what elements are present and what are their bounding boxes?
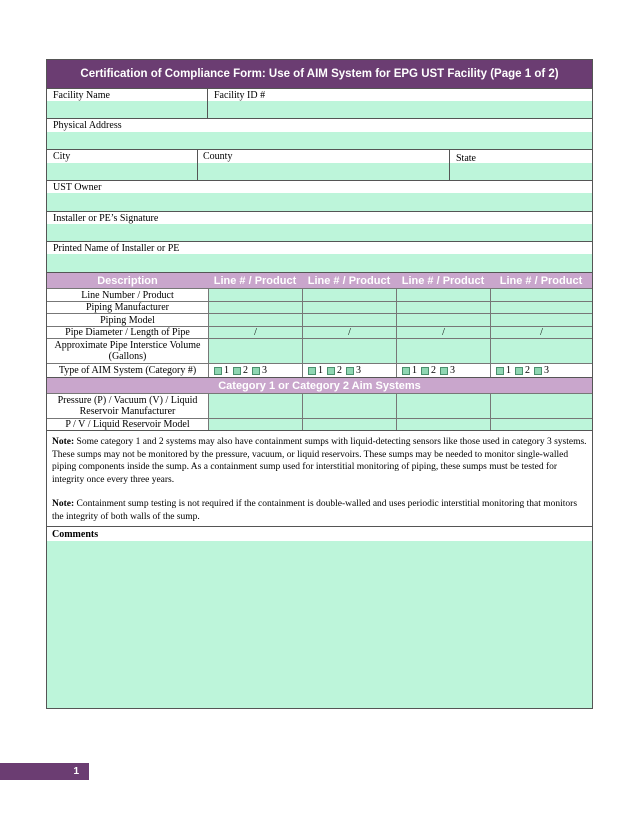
slash-separator: / bbox=[442, 327, 445, 338]
compliance-form bbox=[46, 59, 593, 709]
table-cell[interactable] bbox=[490, 302, 592, 313]
category-options bbox=[303, 364, 361, 377]
table-row bbox=[47, 313, 592, 326]
physical-address-label: Physical Address bbox=[53, 120, 122, 131]
table-cell[interactable] bbox=[302, 302, 396, 313]
location-row bbox=[47, 149, 592, 180]
table-row bbox=[47, 338, 592, 363]
checkbox-icon[interactable] bbox=[214, 367, 222, 375]
state-field[interactable] bbox=[450, 150, 592, 180]
county-label: County bbox=[203, 151, 233, 162]
checkbox-icon[interactable] bbox=[402, 367, 410, 375]
checkbox-icon[interactable] bbox=[534, 367, 542, 375]
table-header-row bbox=[47, 272, 592, 288]
table-row bbox=[47, 326, 592, 338]
row-label: Type of AIM System (Category #) bbox=[58, 365, 197, 376]
category-2-option[interactable]: 2 bbox=[233, 365, 248, 376]
slash-separator: / bbox=[540, 327, 543, 338]
facility-id-label: Facility ID # bbox=[214, 90, 266, 101]
category-3-option[interactable]: 3 bbox=[346, 365, 361, 376]
checkbox-icon[interactable] bbox=[346, 367, 354, 375]
category-options bbox=[491, 364, 549, 377]
table-cell[interactable] bbox=[490, 419, 592, 430]
signature-row bbox=[47, 211, 592, 241]
row-label: Line Number / Product bbox=[81, 289, 174, 301]
table-cell[interactable] bbox=[396, 302, 490, 313]
table-cell[interactable] bbox=[396, 339, 490, 363]
city-label: City bbox=[53, 151, 71, 162]
line-product-header-4: Line # / Product bbox=[499, 274, 583, 287]
category-cell bbox=[302, 364, 396, 377]
category-cell bbox=[490, 364, 592, 377]
printed-name-field[interactable] bbox=[47, 242, 592, 272]
category-1-option[interactable]: 1 bbox=[308, 365, 323, 376]
row-label: Pipe Diameter / Length of Pipe bbox=[65, 327, 190, 338]
category-section-header: Category 1 or Category 2 Aim Systems bbox=[218, 379, 421, 392]
table-cell[interactable] bbox=[490, 314, 592, 326]
table-cell[interactable] bbox=[208, 419, 302, 430]
checkbox-icon[interactable] bbox=[515, 367, 523, 375]
row-label: P / V / Liquid Reservoir Model bbox=[65, 419, 190, 430]
row-label: Approximate Pipe Interstice Volume (Gallons) bbox=[54, 340, 201, 362]
table-cell[interactable] bbox=[208, 327, 302, 338]
notes-block bbox=[52, 436, 590, 523]
section-header-row bbox=[47, 377, 592, 393]
row-label: Pressure (P) / Vacuum (V) / Liquid Reservoir Manufacturer bbox=[57, 395, 198, 417]
category-1-option[interactable]: 1 bbox=[402, 365, 417, 376]
category-options bbox=[397, 364, 455, 377]
facility-row bbox=[47, 88, 592, 118]
line-product-header-2: Line # / Product bbox=[307, 274, 391, 287]
table-cell[interactable] bbox=[396, 289, 490, 301]
table-cell[interactable] bbox=[490, 339, 592, 363]
comments-divider bbox=[47, 526, 592, 527]
table-cell[interactable] bbox=[396, 327, 490, 338]
comments-label: Comments bbox=[52, 529, 99, 540]
category-cell bbox=[208, 364, 302, 377]
checkbox-icon[interactable] bbox=[440, 367, 448, 375]
ust-owner-label: UST Owner bbox=[53, 182, 102, 193]
description-header: Description bbox=[97, 274, 158, 287]
facility-name-label: Facility Name bbox=[53, 90, 110, 101]
table-cell[interactable] bbox=[302, 394, 396, 418]
table-row bbox=[47, 393, 592, 418]
address-row bbox=[47, 118, 592, 149]
page-number: 1 bbox=[0, 763, 89, 780]
table-cell[interactable] bbox=[208, 289, 302, 301]
category-2-option[interactable]: 2 bbox=[515, 365, 530, 376]
table-cell[interactable] bbox=[396, 314, 490, 326]
table-cell[interactable] bbox=[208, 314, 302, 326]
table-cell[interactable] bbox=[490, 394, 592, 418]
owner-row bbox=[47, 180, 592, 211]
slash-separator: / bbox=[254, 327, 257, 338]
table-cell[interactable] bbox=[490, 327, 592, 338]
table-cell[interactable] bbox=[302, 327, 396, 338]
category-cell bbox=[396, 364, 490, 377]
table-cell[interactable] bbox=[302, 419, 396, 430]
checkbox-icon[interactable] bbox=[252, 367, 260, 375]
state-label: State bbox=[456, 153, 476, 164]
table-row bbox=[47, 288, 592, 301]
category-2-option[interactable]: 2 bbox=[421, 365, 436, 376]
slash-separator: / bbox=[348, 327, 351, 338]
facility-name-field[interactable] bbox=[47, 89, 207, 118]
signature-label: Installer or PE’s Signature bbox=[53, 213, 159, 224]
facility-id-field[interactable] bbox=[208, 89, 592, 118]
signature-field[interactable] bbox=[47, 212, 592, 241]
row-label: Piping Manufacturer bbox=[85, 302, 170, 313]
printed-name-row bbox=[47, 241, 592, 272]
category-3-option[interactable]: 3 bbox=[440, 365, 455, 376]
table-cell[interactable] bbox=[396, 394, 490, 418]
table-row bbox=[47, 418, 592, 431]
ust-owner-field[interactable] bbox=[47, 181, 592, 211]
category-1-option[interactable]: 1 bbox=[496, 365, 511, 376]
form-title: Certification of Compliance Form: Use of AIM System for EPG UST Facility (Page 1 of 2) bbox=[47, 60, 592, 88]
table-cell[interactable] bbox=[490, 289, 592, 301]
category-2-option[interactable]: 2 bbox=[327, 365, 342, 376]
checkbox-icon[interactable] bbox=[308, 367, 316, 375]
table-cell[interactable] bbox=[302, 314, 396, 326]
line-product-header-3: Line # / Product bbox=[401, 274, 485, 287]
table-row bbox=[47, 363, 592, 377]
city-field[interactable] bbox=[47, 150, 197, 180]
table-cell[interactable] bbox=[396, 419, 490, 430]
printed-name-label: Printed Name of Installer or PE bbox=[53, 243, 180, 254]
line-product-header-1: Line # / Product bbox=[213, 274, 297, 287]
category-options bbox=[209, 364, 267, 377]
county-field[interactable] bbox=[198, 150, 449, 180]
comments-field[interactable] bbox=[47, 541, 592, 708]
note-2: Note: Containment sump testing is not required if the containment is double-walled and uses periodic interstitial monitoring that monitors the integrity of both walls of the sump. bbox=[52, 499, 578, 522]
physical-address-field[interactable] bbox=[47, 119, 592, 149]
checkbox-icon[interactable] bbox=[421, 367, 429, 375]
table-cell[interactable] bbox=[208, 302, 302, 313]
table-cell[interactable] bbox=[208, 339, 302, 363]
category-3-option[interactable]: 3 bbox=[534, 365, 549, 376]
row-label: Piping Model bbox=[100, 314, 155, 326]
note-1: Note: Some category 1 and 2 systems may also have containment sumps with liquid-detecting sensors like those used in category 3 systems. These sumps may not be monitored by the pressure, vacuum, or liquid reservoirs. These sumps may be needed to monitor single-walled piping components inside the sump. As a containment sump used for interstitial monitoring of piping, these sumps must be tested for integrity once every three years. bbox=[52, 437, 587, 485]
table-cell[interactable] bbox=[302, 289, 396, 301]
checkbox-icon[interactable] bbox=[233, 367, 241, 375]
category-3-option[interactable]: 3 bbox=[252, 365, 267, 376]
table-row bbox=[47, 301, 592, 313]
table-cell[interactable] bbox=[302, 339, 396, 363]
checkbox-icon[interactable] bbox=[496, 367, 504, 375]
category-1-option[interactable]: 1 bbox=[214, 365, 229, 376]
checkbox-icon[interactable] bbox=[327, 367, 335, 375]
table-cell[interactable] bbox=[208, 394, 302, 418]
